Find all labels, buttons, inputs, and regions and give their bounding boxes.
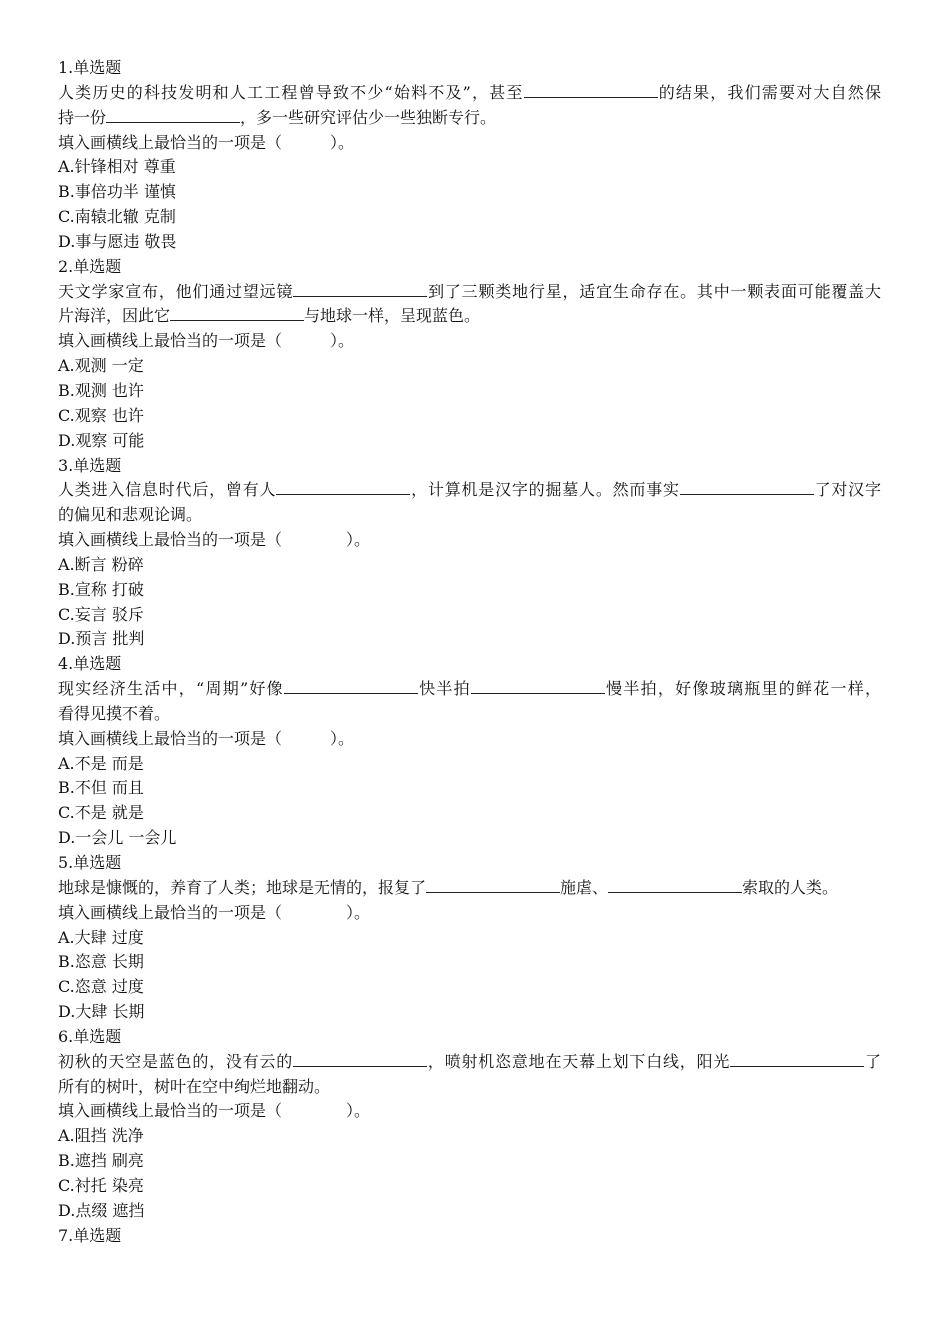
fill-in-blank [276, 480, 410, 495]
stem-text: 现实经济生活中，“周期”好像 [58, 679, 284, 699]
answer-option[interactable]: B.事倍功半 谨慎 [58, 182, 176, 202]
answer-option[interactable]: B.遮挡 刷亮 [58, 1151, 144, 1171]
question-prompt: 填入画横线上最恰当的一项是（ ）。 [58, 331, 355, 351]
stem-text: 索取的人类。 [742, 877, 839, 897]
fill-in-blank [170, 306, 304, 321]
question-header: 4.单选题 [58, 654, 122, 674]
answer-option[interactable]: C.恣意 过度 [58, 977, 144, 997]
question-stem-line [58, 1050, 881, 1075]
question-header: 2.单选题 [58, 256, 122, 276]
stem-text: 了 [864, 1051, 881, 1071]
fill-in-blank [524, 83, 658, 98]
document-body [58, 56, 881, 1249]
question-stem-line [58, 81, 881, 106]
answer-option[interactable]: D.事与愿违 敬畏 [58, 231, 177, 251]
fill-in-blank [730, 1052, 864, 1067]
question-stem-line [58, 280, 881, 305]
fill-in-blank [426, 878, 560, 893]
answer-option[interactable]: C.观察 也许 [58, 405, 144, 425]
stem-text: 施虐、 [560, 877, 609, 897]
stem-text: 人类进入信息时代后，曾有人 [58, 480, 277, 500]
stem-text: 快半拍 [417, 679, 471, 699]
fill-in-blank [608, 878, 742, 893]
question-stem-line [58, 876, 881, 901]
question-header: 6.单选题 [58, 1026, 122, 1046]
answer-option[interactable]: D.预言 批判 [58, 629, 145, 649]
question-header: 7.单选题 [58, 1225, 122, 1245]
answer-option[interactable]: A.大肆 过度 [58, 927, 144, 947]
question-5 [58, 851, 881, 1025]
answer-option[interactable]: A.观测 一定 [58, 356, 144, 376]
answer-option[interactable]: A.不是 而是 [58, 753, 144, 773]
stem-text: 初秋的天空是蓝色的，没有云的 [58, 1051, 294, 1071]
question-7 [58, 1224, 881, 1249]
question-stem-line [58, 106, 881, 131]
stem-text: 片海洋，因此它 [58, 306, 171, 326]
fill-in-blank [106, 108, 240, 123]
stem-text: 慢半拍，好像玻璃瓶里的鲜花一样， [604, 679, 881, 699]
stem-text: 地球是慷慨的，养育了人类；地球是无情的，报复了 [58, 877, 427, 897]
question-4 [58, 652, 881, 851]
stem-text: 看得见摸不着。 [58, 703, 171, 723]
stem-text: ，喷射机恣意地在天幕上划下白线，阳光 [427, 1051, 731, 1071]
answer-option[interactable]: D.观察 可能 [58, 430, 145, 450]
stem-text: ，计算机是汉字的掘墓人。然而事实 [410, 480, 680, 500]
stem-text: 的结果，我们需要对大自然保 [657, 82, 881, 102]
question-prompt: 填入画横线上最恰当的一项是（ ）。 [58, 1101, 371, 1121]
stem-text: 持一份 [58, 107, 107, 127]
stem-text: ，多一些研究评估少一些独断专行。 [240, 107, 497, 127]
fill-in-blank [680, 480, 814, 495]
question-stem-line [58, 702, 881, 727]
stem-text: 到了三颗类地行星，适宜生命存在。其中一颗表面可能覆盖大 [427, 281, 881, 301]
question-6 [58, 1025, 881, 1224]
fill-in-blank [293, 282, 427, 297]
question-stem-line [58, 503, 881, 528]
question-header: 3.单选题 [58, 455, 122, 475]
question-prompt: 填入画横线上最恰当的一项是（ ）。 [58, 530, 371, 550]
answer-option[interactable]: C.南辕北辙 克制 [58, 207, 176, 227]
stem-text: 所有的树叶，树叶在空中绚烂地翻动。 [58, 1076, 331, 1096]
question-stem-line [58, 478, 881, 503]
question-header: 1.单选题 [58, 58, 122, 77]
stem-text: 的偏见和悲观论调。 [58, 505, 203, 525]
answer-option[interactable]: D.大肆 长期 [58, 1002, 145, 1022]
answer-option[interactable]: A.阻挡 洗净 [58, 1126, 144, 1146]
stem-text: 了对汉字 [813, 480, 881, 500]
question-1 [58, 56, 881, 255]
stem-text: 与地球一样，呈现蓝色。 [304, 306, 481, 326]
stem-text: 人类历史的科技发明和人工工程曾导致不少“始料不及”，甚至 [58, 82, 524, 102]
answer-option[interactable]: A.针锋相对 尊重 [58, 157, 176, 177]
question-2 [58, 255, 881, 454]
answer-option[interactable]: B.宣称 打破 [58, 579, 144, 599]
answer-option[interactable]: C.衬托 染亮 [58, 1175, 144, 1195]
question-header: 5.单选题 [58, 853, 122, 872]
question-stem-line [58, 304, 881, 329]
fill-in-blank [471, 679, 605, 694]
answer-option[interactable]: C.妄言 驳斥 [58, 604, 144, 624]
answer-option[interactable]: B.观测 也许 [58, 380, 144, 400]
fill-in-blank [284, 679, 418, 694]
stem-text: 天文学家宣布，他们通过望远镜 [58, 281, 294, 301]
answer-option[interactable]: D.点缀 遮挡 [58, 1200, 145, 1220]
question-prompt: 填入画横线上最恰当的一项是（ ）。 [58, 902, 371, 922]
fill-in-blank [293, 1052, 427, 1067]
question-prompt: 填入画横线上最恰当的一项是（ ）。 [58, 132, 355, 152]
answer-option[interactable]: A.断言 粉碎 [58, 554, 144, 574]
question-prompt: 填入画横线上最恰当的一项是（ ）。 [58, 728, 355, 748]
answer-option[interactable]: D.一会儿 一会儿 [58, 828, 177, 848]
answer-option[interactable]: C.不是 就是 [58, 803, 144, 823]
question-3 [58, 454, 881, 653]
question-stem-line [58, 677, 881, 702]
answer-option[interactable]: B.恣意 长期 [58, 952, 144, 972]
question-stem-line [58, 1075, 881, 1100]
answer-option[interactable]: B.不但 而且 [58, 778, 144, 798]
